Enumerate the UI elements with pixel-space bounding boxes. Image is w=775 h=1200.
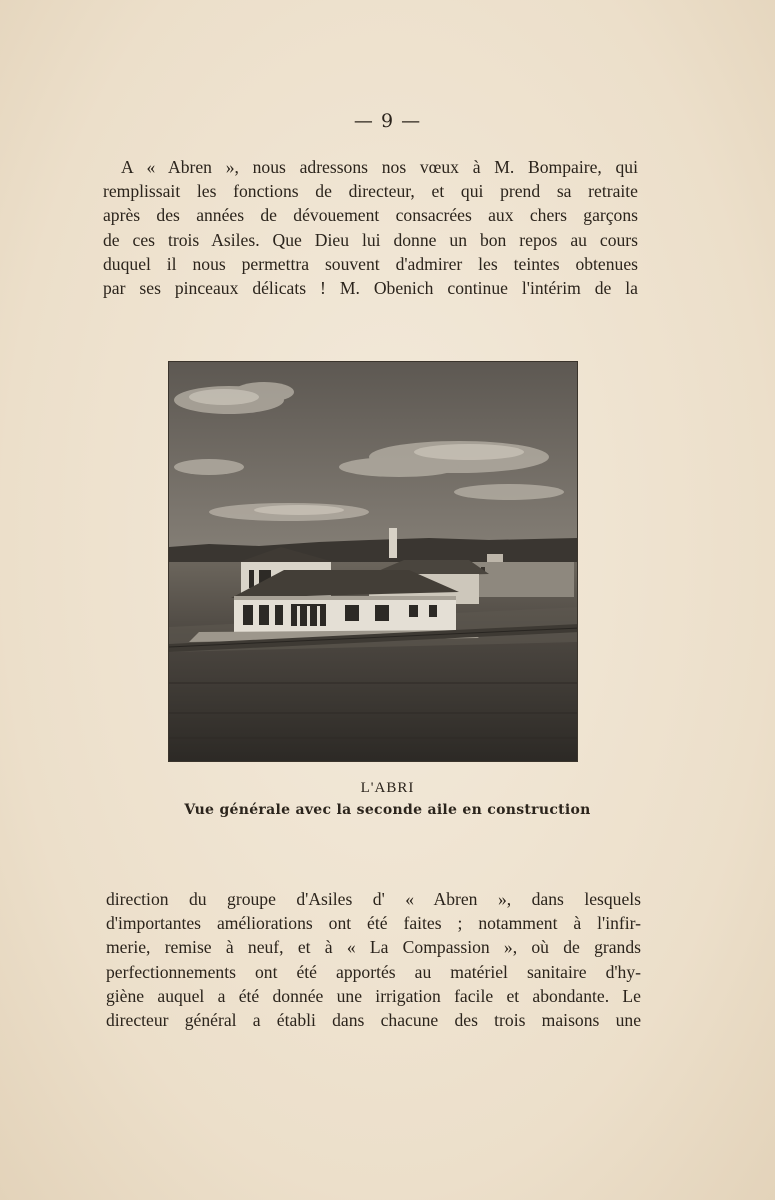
text-line: merie, remise à neuf, et à « La Compassion », où de grands xyxy=(106,937,641,958)
text-line: directeur général a établi dans chacune des trois maisons une xyxy=(106,1010,641,1031)
text-line: direction du groupe d'Asiles d' « Abren », dans lesquels xyxy=(106,889,641,909)
paragraph-top xyxy=(103,155,638,300)
text-line: A « Abren », nous adressons nos vœux à M. Bompaire, qui xyxy=(121,157,638,177)
page-number: — 9 — xyxy=(353,110,422,132)
text-line: de ces trois Asiles. Que Dieu lui donne un bon repos au cours xyxy=(103,229,638,250)
text-line: giène auquel a été donnée une irrigation facile et abondante. Le xyxy=(106,985,641,1006)
text-line: perfectionnements ont été apportés au matériel sanitaire d'hy- xyxy=(106,961,641,982)
text-line: duquel il nous permettra souvent d'admirer les teintes obtenues xyxy=(103,253,638,274)
paragraph-bottom xyxy=(106,887,641,1032)
text-line: remplissait les fonctions de directeur, et qui prend sa retraite xyxy=(103,181,638,202)
text-line: d'importantes améliorations ont été faites ; notamment à l'infir- xyxy=(106,913,641,934)
figure-title: L'ABRI xyxy=(360,780,415,796)
text-line: après des années de dévouement consacrées aux chers garçons xyxy=(103,205,638,226)
figure-caption: Vue générale avec la seconde aile en construction xyxy=(184,802,591,818)
text-line: par ses pinceaux délicats ! M. Obenich continue l'intérim de la xyxy=(103,278,638,299)
building-photograph xyxy=(168,361,578,762)
